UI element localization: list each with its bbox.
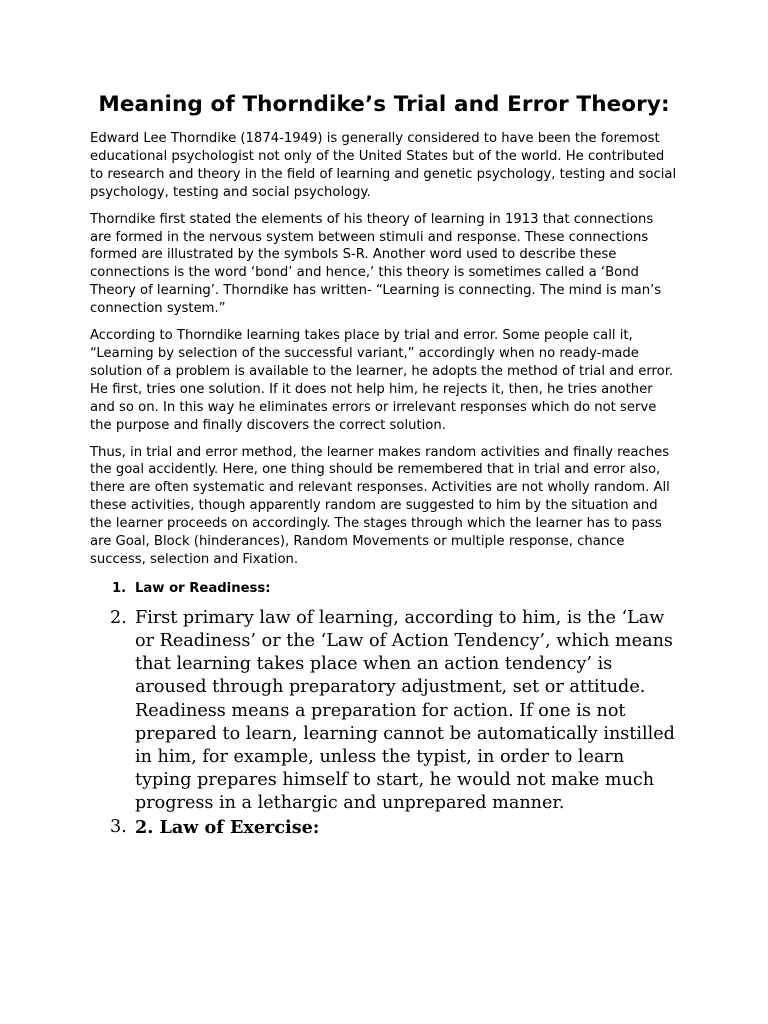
document-page — [90, 90, 678, 840]
document-title: Meaning of Thorndike’s Trial and Error Theory: — [98, 92, 670, 117]
list-item — [90, 816, 678, 840]
paragraph-connections: Thorndike first stated the elements of his theory of learning in 1913 that connections are formed in the nervous system between stimuli and response. These connections formed are illustrated by the symbols S-R. Another word used to describe these connections is the word ‘bond’ and hence,’ this theory is sometimes called a ‘Bond Theory of learning’. Thorndike has written- “Learning is connecting. The mind is man’s connection system.” — [90, 211, 662, 317]
list-item-heading: Law or Readiness: — [135, 580, 271, 596]
list-item — [90, 580, 678, 598]
list-item-number: 3. — [110, 816, 127, 837]
list-item — [90, 607, 678, 816]
paragraph-trial-error: According to Thorndike learning takes place by trial and error. Some people call it, “Learning by selection of the successful variant,” accordingly when no ready-made solution of a problem is available to the learner, he adopts the method of trial and error. He first, tries one solution. If it does not help him, he rejects it, then, he tries another and so on. In this way he eliminates errors or irrelevant responses which do not serve the purpose and finally discovers the correct solution. — [90, 328, 674, 433]
paragraph-random-activities: Thus, in trial and error method, the learner makes random activities and finally reaches the goal accidently. Here, one thing should be remembered that in trial and error also, there are often systematic and relevant responses. Activities are not wholly random. All these activities, though apparently random are suggested to him by the situation and the learner proceeds on accordingly. The stages through which the learner has to pass are Goal, Block (hinderances), Random Movements or multiple response, chance success, selection and Fixation. — [90, 444, 670, 567]
list-item-heading: 2. Law of Exercise: — [135, 816, 320, 838]
list-item-number: 1. — [112, 580, 127, 596]
list-item-number: 2. — [110, 607, 127, 628]
list-item-text: First primary law of learning, according to him, is the ‘Law or Readiness’ or the ‘Law of Action Tendency’, which means that learning takes place when an action tendency’ is aroused through preparatory adjustment, set or attitude. Readiness means a preparation for action. If one is not prepared to learn, learning cannot be automatically instilled in him, for example, unless the typist, in order to learn typing prepares himself to start, he would not make much progress in a lethargic and unprepared manner. — [135, 607, 675, 814]
paragraph-intro: Edward Lee Thorndike (1874-1949) is generally considered to have been the foremost educational psychologist not only of the United States but of the world. He contributed to research and theory in the field of learning and genetic psychology, testing and social psychology, testing and social psychology. — [90, 131, 677, 200]
laws-list — [90, 580, 678, 840]
